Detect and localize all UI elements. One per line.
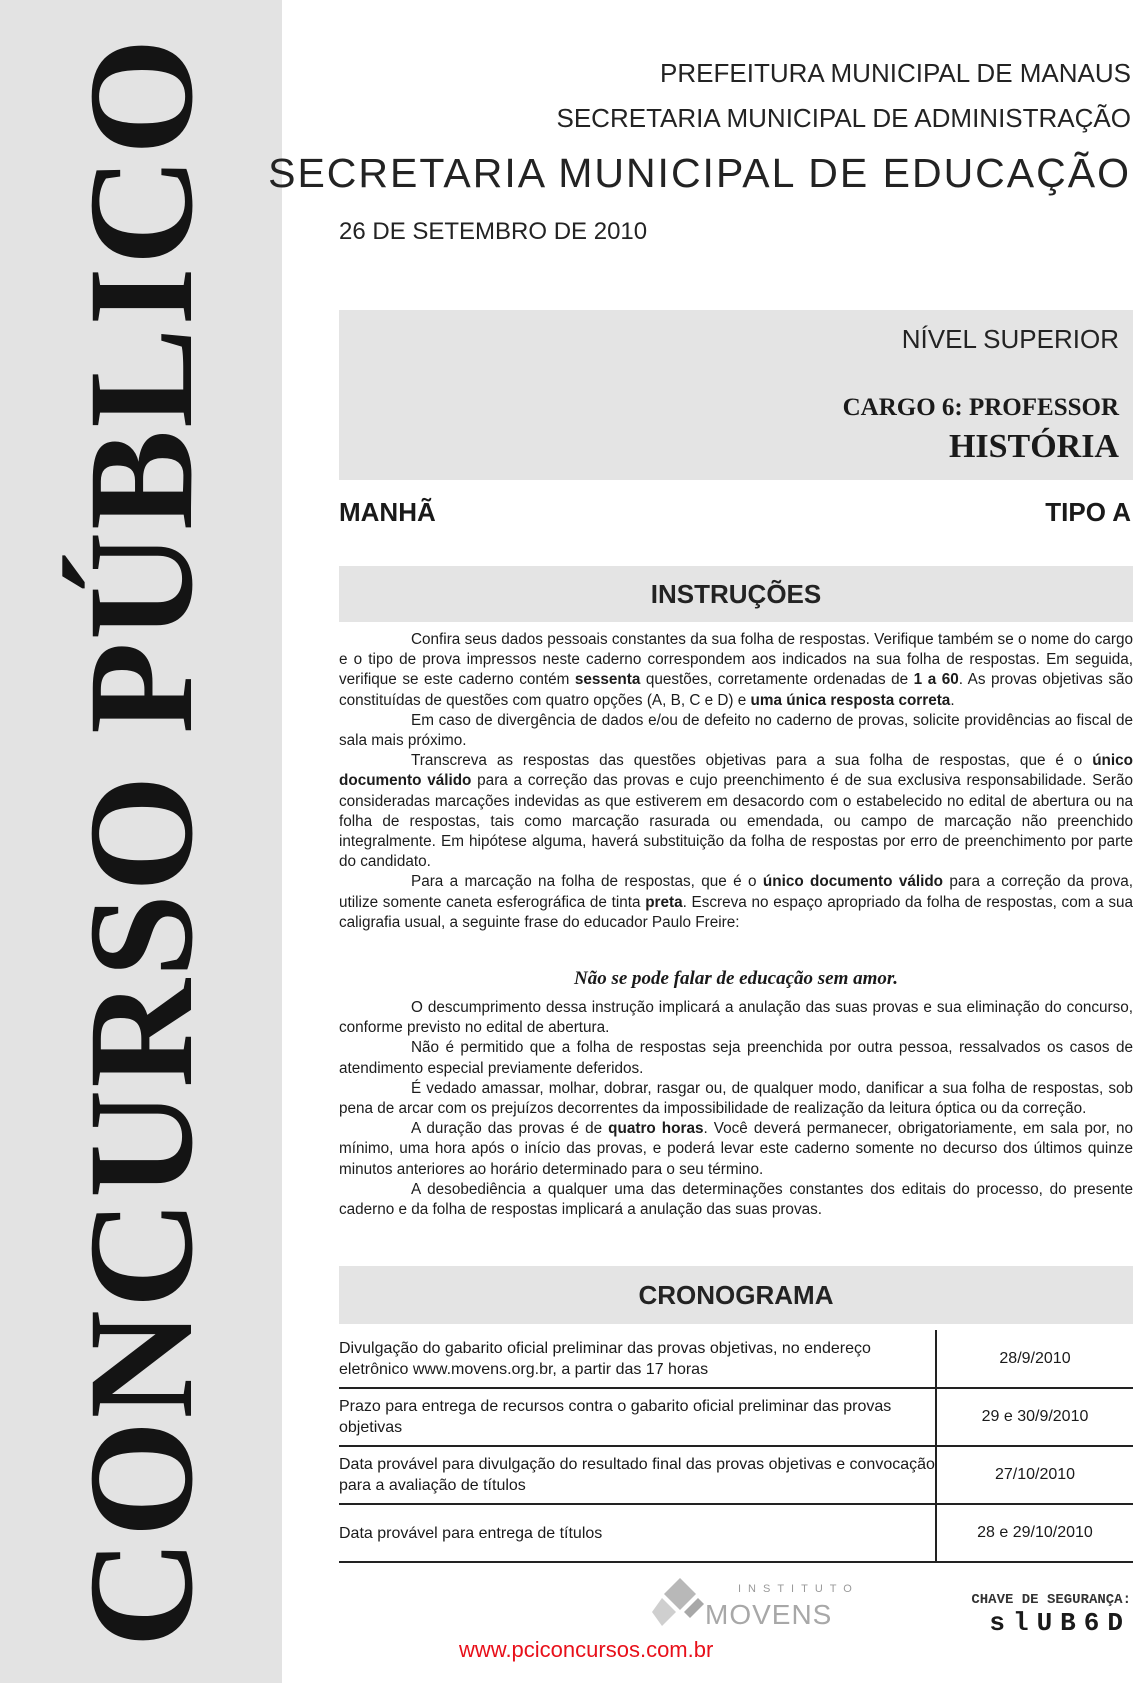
instruction-paragraph-5: O descumprimento dessa instrução implicará a anulação das suas provas e sua eliminação do concurso, conforme previsto no edital de abertura. <box>339 999 1133 1037</box>
schedule-date: 29 e 30/9/2010 <box>936 1388 1133 1446</box>
motto: Não se pode falar de educação sem amor. <box>573 968 898 989</box>
text: . <box>950 691 955 709</box>
logo-text-instituto: INSTITUTO <box>738 1583 859 1595</box>
exam-date: 26 DE SETEMBRO DE 2010 <box>339 218 648 245</box>
security-key-value: slUB6D <box>989 1608 1131 1638</box>
instructions-title: INSTRUÇÕES <box>339 566 1133 622</box>
security-key-label: CHAVE DE SEGURANÇA: <box>971 1592 1131 1608</box>
text-bold: 1 a 60 <box>913 671 959 689</box>
table-row <box>339 1330 1133 1388</box>
text: questões, corretamente ordenadas de <box>640 671 914 689</box>
text: para a correção da prova, utilize somente caneta esferográfica de tinta <box>339 873 1133 911</box>
text: A duração das provas é de <box>411 1120 609 1138</box>
text-bold: uma única resposta correta <box>750 691 951 709</box>
exam-level: NÍVEL SUPERIOR <box>901 324 1119 354</box>
text: . Escreva no espaço apropriado da folha de respostas, com a sua caligrafia usual, a seguinte frase do educador Paulo Freire: <box>339 893 1133 931</box>
schedule-date: 28 e 29/10/2010 <box>936 1504 1133 1562</box>
schedule-date: 28/9/2010 <box>936 1330 1133 1388</box>
level-box <box>339 310 1133 480</box>
instructions-body-continued <box>339 998 1133 1220</box>
instructions-body <box>339 630 1133 933</box>
header-educacao: SECRETARIA MUNICIPAL DE EDUCAÇÃO <box>268 150 1131 196</box>
instruction-paragraph-7: É vedado amassar, molhar, dobrar, rasgar ou, de qualquer modo, danificar a sua folha de respostas, sob pena de arcar com os prejuízos decorrentes da impossibilidade de realização da leitura óptica ou da correção. <box>339 1079 1133 1118</box>
schedule-table <box>339 1330 1133 1563</box>
schedule-desc: Prazo para entrega de recursos contra o gabarito oficial preliminar das provas objetivas <box>339 1388 936 1446</box>
text: Transcreva as respostas das questões objetivas para a sua folha de respostas, que é o <box>411 752 1093 770</box>
text: Confira seus dados pessoais constantes da sua folha de respostas. Verifique também se o nome do cargo e o tipo de prova impressos neste caderno correspondem aos indicados na sua folha de respostas. Em seguida, verifique se este caderno contém <box>339 631 1133 689</box>
exam-type: TIPO A <box>1045 497 1131 527</box>
instruction-paragraph-3 <box>339 751 1133 872</box>
schedule-date: 27/10/2010 <box>936 1446 1133 1504</box>
text: . Você deverá permanecer, obrigatoriamente, em sala por, no mínimo, uma hora após o início das provas, e poderá levar este caderno somente no decurso dos últimos quinze minutos anteriores ao horário determinado para o seu término. <box>339 1120 1133 1178</box>
exam-shift: MANHÃ <box>339 497 436 527</box>
table-row <box>339 1504 1133 1562</box>
instruction-paragraph-4 <box>339 872 1133 933</box>
text-bold: preta <box>645 893 683 911</box>
instruction-paragraph-1 <box>339 630 1133 711</box>
table-row <box>339 1388 1133 1446</box>
website-link[interactable]: www.pciconcursos.com.br <box>459 1637 714 1662</box>
logo-text-movens: MOVENS <box>705 1599 833 1630</box>
side-title: CONCURSO PÚBLICO <box>58 36 224 1648</box>
text: para a correção das provas e cujo preenchimento é de sua exclusiva responsabilidade. Serão consideradas marcações indevidas as que estiverem em desacordo com o estabelecido no edital de abertura ou na folha de respostas, tais como marcação rasurada ou emendada, ou campo de marcação não preenchido integralmente. Em hipótese alguma, haverá substituição da folha de respostas por erro de preenchimento por parte do candidato. <box>339 772 1133 871</box>
schedule-desc: Data provável para divulgação do resultado final das provas objetivas e convocação para a avaliação de títulos <box>339 1446 936 1504</box>
text-bold: único documento válido <box>762 873 944 891</box>
instruction-paragraph-8 <box>339 1119 1133 1180</box>
schedule-title: CRONOGRAMA <box>339 1266 1133 1324</box>
instruction-paragraph-6: Não é permitido que a folha de respostas seja preenchida por outra pessoa, ressalvados os casos de atendimento especial previamente deferidos. <box>339 1039 1133 1077</box>
text: . As provas objetivas são constituídas de questões com quatro opções (A, B, C e D) e <box>339 671 1133 709</box>
instruction-paragraph-9: A desobediência a qualquer uma das determinações constantes dos editais do processo, do presente caderno e da folha de respostas implicará a anulação das suas provas. <box>339 1180 1133 1219</box>
instruction-paragraph-2: Em caso de divergência de dados e/ou de defeito no caderno de provas, solicite providências ao fiscal de sala mais próximo. <box>339 711 1133 750</box>
text: Para a marcação na folha de respostas, que é o <box>411 873 763 891</box>
exam-cargo: CARGO 6: PROFESSOR <box>842 394 1119 421</box>
text-bold: único documento válido <box>339 752 1133 790</box>
schedule-desc: Divulgação do gabarito oficial preliminar das provas objetivas, no endereço eletrônico www.movens.org.br, a partir das 17 horas <box>339 1330 936 1388</box>
exam-subject: HISTÓRIA <box>948 428 1119 465</box>
header-administracao: SECRETARIA MUNICIPAL DE ADMINISTRAÇÃO <box>556 103 1131 133</box>
schedule-desc: Data provável para entrega de títulos <box>339 1504 936 1562</box>
table-row <box>339 1446 1133 1504</box>
header-prefeitura: PREFEITURA MUNICIPAL DE MANAUS <box>660 58 1131 88</box>
sidebar <box>0 0 282 1683</box>
text-bold: sessenta <box>574 671 641 689</box>
text-bold: quatro horas <box>608 1120 704 1138</box>
